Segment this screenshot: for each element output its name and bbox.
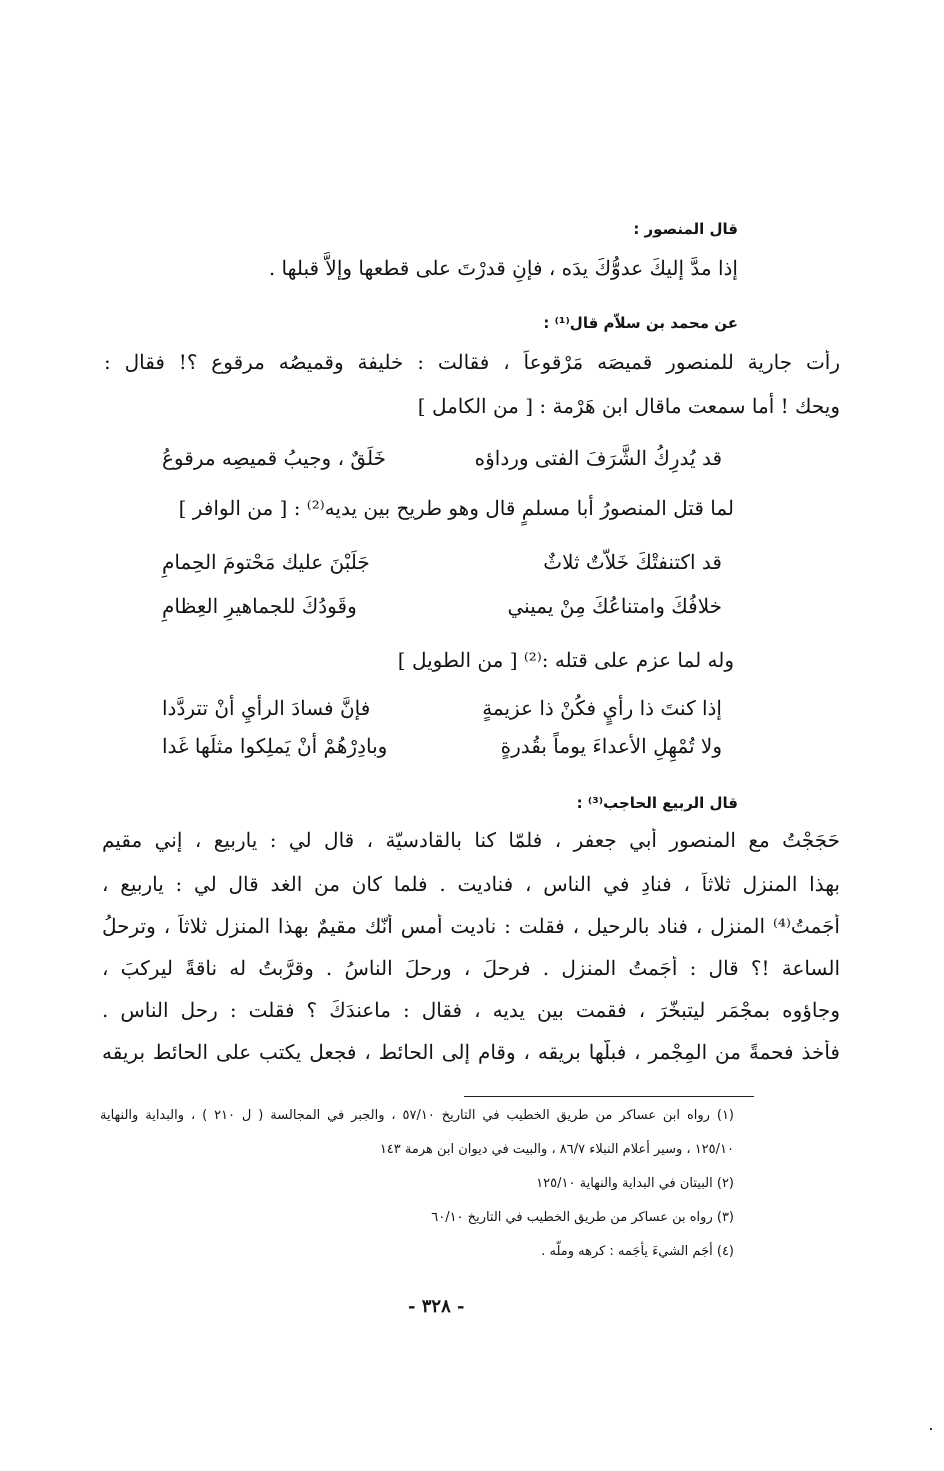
poem-intro: وله لما عزم على قتله :⁽²⁾ [ من الطويل ] [397,648,734,672]
footnote-line: (١) رواه ابن عساكر من طريق الخطيب في التاريخ ٥٧/١٠ ، والجبر في المجالسة ( ل ٢١٠ ) ، والبداية والنهاية [100,1108,734,1123]
section-heading: قال الربيع الحاجب⁽³⁾ : [576,794,738,812]
body-line: بهذا المنزل ثلاثاً ، فنادِ في الناس ، فناديت . فلما كان من الغد قال لي : ياربيع ، [102,872,840,896]
verse-first-hemistich: ولا تُمْهِلِ الأعداءَ يوماً بقُدرةٍ [500,734,722,758]
body-line: إذا مدَّ إليكَ عدوُّكَ يدَه ، فإنِ قدرْتَ على قطعها وإلاَّ قبلها . [268,256,738,280]
verse-first-hemistich: خلافُكَ وامتناعُكَ مِنْ يميني [507,594,722,618]
verse-second-hemistich: وقَودُكَ للجماهيرِ العِظامِ [162,594,357,618]
footnote-line: (٢) البيتان في البداية والنهاية ١٢٥/١٠ [536,1176,734,1191]
footnote-separator [464,1096,754,1097]
page-number: - ٣٢٨ - [408,1296,465,1317]
body-line: حَجَجْتُ مع المنصور أبي جعفر ، فلمّا كنا بالقادسيّة ، قال لي : ياربيع ، إني مقيم [102,828,840,852]
section-heading: قال المنصور : [633,220,738,238]
poem-intro: لما قتل المنصورُ أبا مسلمٍ قال وهو طريح بين يديه⁽²⁾ : [ من الوافر ] [178,496,734,520]
verse-first-hemistich: قد اكتنفتْكَ خَلاّتٌ ثلاثٌ [543,550,722,574]
section-heading: عن محمد بن سلاّم قال⁽¹⁾ : [543,314,738,332]
body-line: الساعة !؟ قال : أجَمتُ المنزل . فرحلَ ، ورحلَ الناسُ . وقرَّبتُ له ناقةً ليركبَ ، [102,956,840,980]
footnote-line: ١٢٥/١٠ ، وسير أعلام النبلاء ٨٦/٧ ، والبيت في ديوان ابن هرمة ١٤٣ [379,1142,734,1157]
verse-second-hemistich: خَلَقٌ ، وجيبُ قميصِه مرقوعُ [162,446,387,470]
verse-second-hemistich: وبادِرْهُمْ أنْ يَملِكوا مثلَها غَدا [162,734,388,758]
scan-speck [930,1428,932,1430]
footnote-line: (٣) رواه بن عساكر من طريق الخطيب في التاريخ ٦٠/١٠ [431,1210,734,1225]
verse-second-hemistich: فإنَّ فسادَ الرأيِ أنْ تتردَّدا [162,696,371,720]
body-line: وجاؤوه بمجْمَرٍ ليتبخّرَ ، فقمت بين يديه ، فقال : ماعندَكَ ؟ فقلت : رحل الناس . [102,998,840,1022]
footnote-line: (٤) أجَم الشيءَ يأجَمه : كرهه وملّه . [541,1244,734,1259]
body-line: ويحك ! أما سمعت ماقال ابن هَرْمة : [ من الكامل ] [417,394,840,418]
verse-second-hemistich: جَلَبْنَ عليك مَحْتومَ الحِمامِ [162,550,370,574]
verse-first-hemistich: قد يُدرِكُ الشَّرَفَ الفتى ورداؤه [474,446,722,470]
body-line: أجَمتُ⁽⁴⁾ المنزل ، فناد بالرحيل ، فقلت : ناديت أمس أنّك مقيمٌ بهذا المنزل ثلاثاً ، وترحلُ [102,914,840,938]
verse-first-hemistich: إذا كنتَ ذا رأيٍ فكُنْ ذا عزيمةٍ [482,696,722,720]
body-line: رأت جارية للمنصور قميصَه مَرْقوعاً ، فقالت : خليفة وقميصُه مرقوع ؟! فقال : [104,350,840,374]
body-line: فأخذ فحمةً من المِجْمر ، فبلّها بريقه ، وقام إلى الحائط ، فجعل يكتب على الحائط بريقه [102,1040,840,1064]
